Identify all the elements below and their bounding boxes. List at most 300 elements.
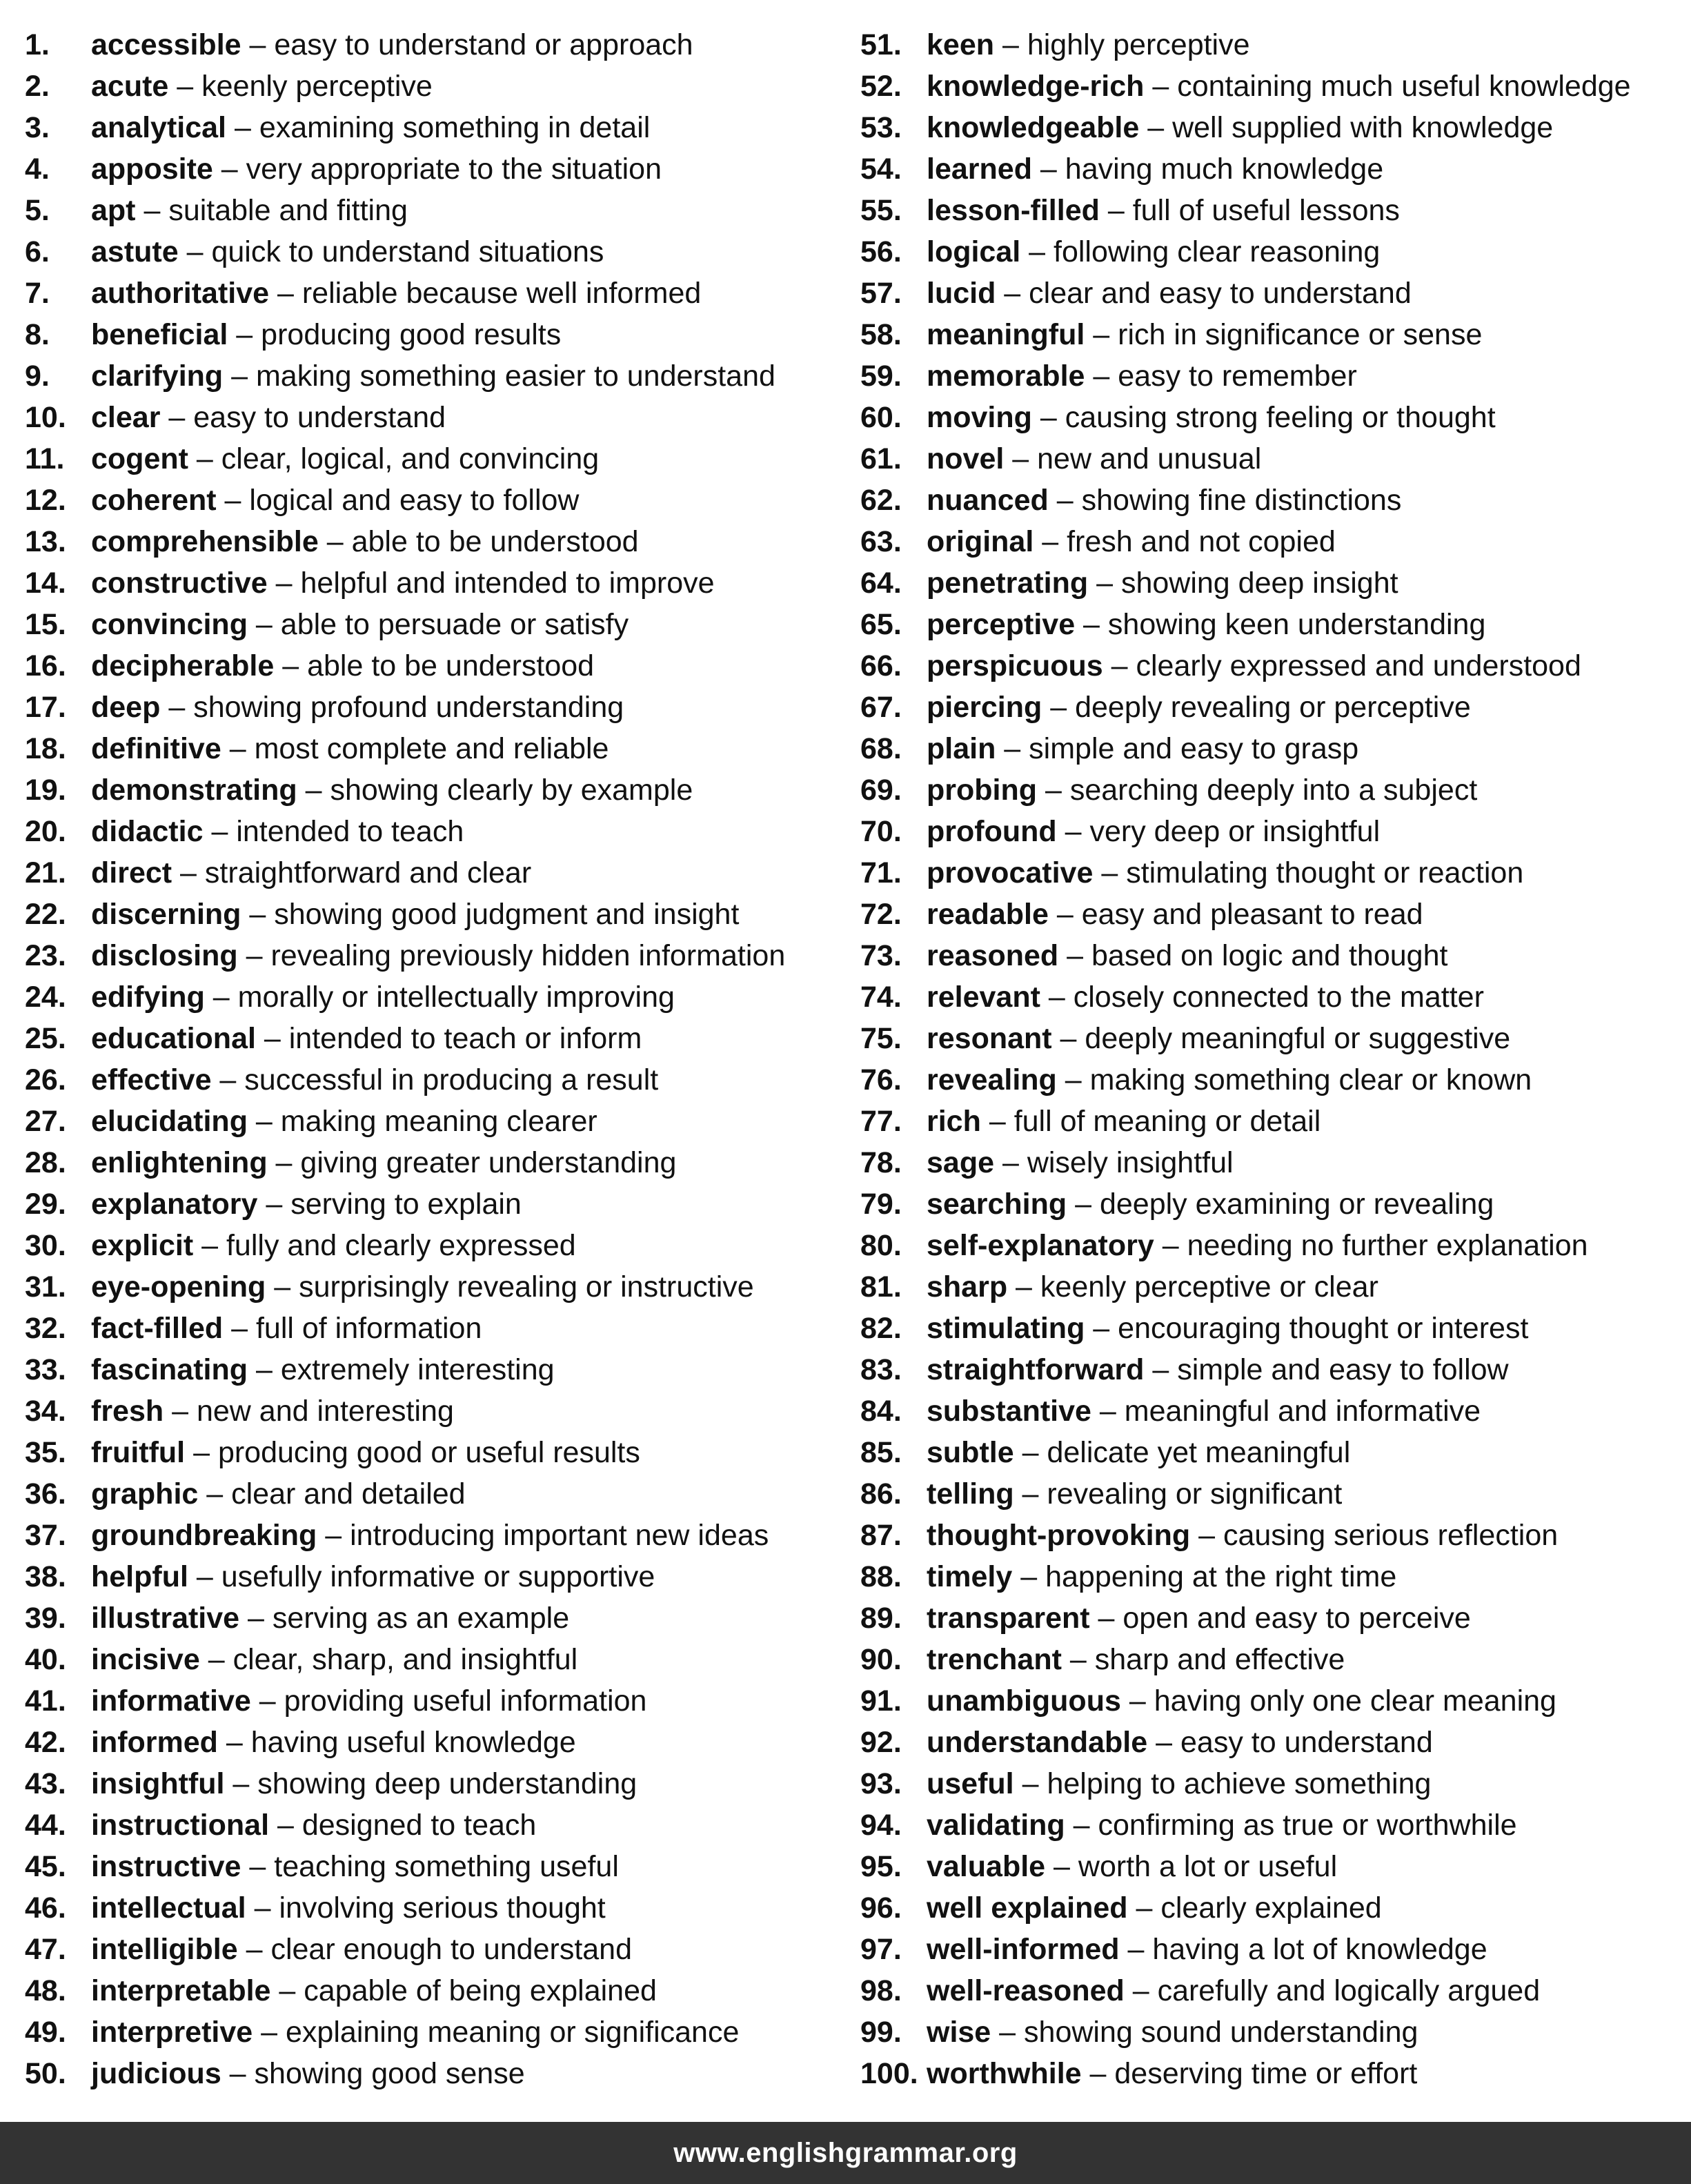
list-item xyxy=(25,2011,853,2053)
list-item xyxy=(860,1639,1681,1680)
item-number: 2. xyxy=(25,70,50,103)
item-separator: – xyxy=(1031,401,1065,434)
item-number: 6. xyxy=(25,235,50,268)
list-item xyxy=(860,1597,1681,1639)
item-separator: – xyxy=(1004,442,1038,475)
item-word: analytical xyxy=(91,111,226,144)
item-number: 99. xyxy=(860,2016,902,2049)
item-number: 52. xyxy=(860,70,902,103)
item-separator: – xyxy=(168,70,202,103)
item-definition: helping to achieve something xyxy=(1047,1767,1432,1800)
item-number: 38. xyxy=(25,1560,66,1593)
list-item xyxy=(860,852,1681,894)
item-separator: – xyxy=(297,774,330,807)
item-separator: – xyxy=(1127,1891,1161,1925)
item-definition: new and interesting xyxy=(196,1395,454,1428)
item-word: trenchant xyxy=(927,1643,1062,1676)
list-item xyxy=(25,1515,853,1556)
item-definition: closely connected to the matter xyxy=(1073,981,1484,1014)
item-definition: examining something in detail xyxy=(259,111,651,144)
item-definition: well supplied with knowledge xyxy=(1172,111,1554,144)
item-word: timely xyxy=(927,1560,1013,1593)
item-number: 87. xyxy=(860,1519,902,1552)
list-item xyxy=(860,438,1681,480)
item-word: penetrating xyxy=(927,567,1089,600)
item-word: groundbreaking xyxy=(91,1519,317,1552)
item-separator: – xyxy=(250,1684,284,1718)
item-word: discerning xyxy=(91,898,241,931)
item-separator: – xyxy=(257,1188,291,1221)
item-number: 8. xyxy=(25,318,50,351)
list-item xyxy=(25,66,853,107)
item-definition: full of useful lessons xyxy=(1132,194,1400,227)
item-word: fresh xyxy=(91,1395,164,1428)
item-definition: showing good sense xyxy=(254,2057,525,2090)
item-definition: quick to understand situations xyxy=(211,235,604,268)
item-separator: – xyxy=(1099,194,1133,227)
item-separator: – xyxy=(1065,1809,1098,1842)
item-word: plain xyxy=(927,732,996,765)
item-number: 39. xyxy=(25,1602,66,1635)
item-separator: – xyxy=(1147,1726,1180,1759)
item-word: informed xyxy=(91,1726,218,1759)
item-definition: fully and clearly expressed xyxy=(226,1229,576,1262)
item-separator: – xyxy=(216,484,250,517)
word-list-column-left xyxy=(25,24,853,2094)
list-item xyxy=(860,2053,1681,2094)
item-separator: – xyxy=(1058,939,1092,972)
item-number: 61. xyxy=(860,442,902,475)
item-number: 14. xyxy=(25,567,66,600)
item-definition: following clear reasoning xyxy=(1054,235,1381,268)
list-item xyxy=(25,1349,853,1390)
item-separator: – xyxy=(318,525,352,558)
item-definition: surprisingly revealing or instructive xyxy=(299,1270,754,1303)
item-word: piercing xyxy=(927,691,1042,724)
item-separator: – xyxy=(1042,691,1076,724)
item-definition: making meaning clearer xyxy=(280,1105,597,1138)
list-item xyxy=(25,935,853,976)
item-number: 51. xyxy=(860,28,902,61)
item-number: 85. xyxy=(860,1436,902,1469)
item-definition: designed to teach xyxy=(301,1809,537,1842)
item-number: 26. xyxy=(25,1063,66,1096)
item-separator: – xyxy=(1085,318,1118,351)
item-separator: – xyxy=(1067,1188,1100,1221)
list-item xyxy=(25,562,853,604)
list-item xyxy=(860,1515,1681,1556)
item-definition: carefully and logically argued xyxy=(1157,1974,1541,2007)
item-definition: very deep or insightful xyxy=(1089,815,1381,848)
item-separator: – xyxy=(1013,1767,1047,1800)
item-separator: – xyxy=(255,1022,289,1055)
item-separator: – xyxy=(1085,360,1118,393)
item-number: 49. xyxy=(25,2016,66,2049)
item-word: original xyxy=(927,525,1034,558)
item-definition: keenly perceptive xyxy=(201,70,433,103)
item-word: deep xyxy=(91,691,161,724)
item-word: lucid xyxy=(927,277,996,310)
item-word: searching xyxy=(927,1188,1067,1221)
item-word: novel xyxy=(927,442,1005,475)
item-definition: able to be understood xyxy=(307,649,595,682)
item-separator: – xyxy=(221,2057,255,2090)
item-word: intelligible xyxy=(91,1933,238,1966)
item-definition: clear, sharp, and insightful xyxy=(233,1643,578,1676)
item-number: 18. xyxy=(25,732,66,765)
item-word: transparent xyxy=(927,1602,1090,1635)
item-definition: helpful and intended to improve xyxy=(300,567,715,600)
list-item xyxy=(25,604,853,645)
item-number: 32. xyxy=(25,1312,66,1345)
item-separator: – xyxy=(1051,1022,1085,1055)
list-item xyxy=(860,728,1681,769)
item-definition: fresh and not copied xyxy=(1067,525,1336,558)
item-separator: – xyxy=(164,1395,197,1428)
item-definition: having only one clear meaning xyxy=(1154,1684,1556,1718)
item-definition: having a lot of knowledge xyxy=(1152,1933,1487,1966)
item-word: well-informed xyxy=(927,1933,1120,1966)
item-separator: – xyxy=(1061,1643,1095,1676)
list-item xyxy=(860,604,1681,645)
item-separator: – xyxy=(248,1353,281,1386)
list-item xyxy=(860,1887,1681,1929)
item-number: 66. xyxy=(860,649,902,682)
item-number: 42. xyxy=(25,1726,66,1759)
item-definition: clear and detailed xyxy=(231,1477,466,1511)
item-number: 44. xyxy=(25,1809,66,1842)
item-separator: – xyxy=(1093,856,1127,889)
item-number: 28. xyxy=(25,1146,66,1179)
item-definition: causing strong feeling or thought xyxy=(1065,401,1496,434)
item-definition: clear, logical, and convincing xyxy=(221,442,600,475)
list-item xyxy=(860,314,1681,355)
item-separator: – xyxy=(1102,649,1136,682)
item-word: memorable xyxy=(927,360,1085,393)
item-word: stimulating xyxy=(927,1312,1085,1345)
item-word: lesson-filled xyxy=(927,194,1100,227)
list-item xyxy=(860,894,1681,935)
list-item xyxy=(860,1183,1681,1225)
list-item xyxy=(25,1722,853,1763)
item-separator: – xyxy=(996,277,1029,310)
item-number: 98. xyxy=(860,1974,902,2007)
item-word: interpretable xyxy=(91,1974,271,2007)
item-number: 25. xyxy=(25,1022,66,1055)
item-word: constructive xyxy=(91,567,268,600)
list-item xyxy=(25,1432,853,1473)
item-separator: – xyxy=(1119,1933,1153,1966)
item-number: 54. xyxy=(860,153,902,186)
item-separator: – xyxy=(1031,153,1065,186)
item-definition: intended to teach xyxy=(236,815,464,848)
item-number: 1. xyxy=(25,28,50,61)
item-number: 83. xyxy=(860,1353,902,1386)
item-word: insightful xyxy=(91,1767,225,1800)
item-definition: most complete and reliable xyxy=(254,732,609,765)
item-separator: – xyxy=(1056,815,1090,848)
list-item xyxy=(860,1929,1681,1970)
item-definition: full of information xyxy=(255,1312,482,1345)
item-separator: – xyxy=(226,111,259,144)
item-word: fascinating xyxy=(91,1353,248,1386)
item-word: elucidating xyxy=(91,1105,248,1138)
list-item xyxy=(860,811,1681,852)
list-item xyxy=(25,687,853,728)
item-definition: highly perceptive xyxy=(1027,28,1250,61)
item-separator: – xyxy=(1139,111,1173,144)
item-definition: suitable and fitting xyxy=(168,194,408,227)
item-word: educational xyxy=(91,1022,256,1055)
list-item xyxy=(860,976,1681,1018)
item-separator: – xyxy=(228,318,261,351)
item-number: 93. xyxy=(860,1767,902,1800)
list-item xyxy=(25,314,853,355)
item-word: reasoned xyxy=(927,939,1059,972)
item-number: 43. xyxy=(25,1767,66,1800)
item-number: 9. xyxy=(25,360,50,393)
item-number: 100. xyxy=(860,2057,918,2090)
item-word: authoritative xyxy=(91,277,270,310)
item-separator: – xyxy=(211,1063,245,1096)
item-word: cogent xyxy=(91,442,188,475)
item-word: explanatory xyxy=(91,1188,258,1221)
item-separator: – xyxy=(172,856,205,889)
item-definition: simple and easy to follow xyxy=(1177,1353,1509,1386)
item-separator: – xyxy=(160,401,194,434)
item-definition: logical and easy to follow xyxy=(249,484,580,517)
item-definition: containing much useful knowledge xyxy=(1177,70,1631,103)
item-number: 88. xyxy=(860,1560,902,1593)
list-item xyxy=(25,355,853,397)
item-number: 5. xyxy=(25,194,50,227)
item-number: 4. xyxy=(25,153,50,186)
list-item xyxy=(860,231,1681,273)
item-definition: revealing previously hidden information xyxy=(270,939,786,972)
list-item xyxy=(860,190,1681,231)
item-number: 67. xyxy=(860,691,902,724)
item-definition: showing profound understanding xyxy=(193,691,624,724)
item-number: 81. xyxy=(860,1270,902,1303)
item-word: learned xyxy=(927,153,1032,186)
list-item xyxy=(860,273,1681,314)
item-word: keen xyxy=(927,28,995,61)
item-word: astute xyxy=(91,235,179,268)
list-item xyxy=(860,935,1681,976)
item-separator: – xyxy=(996,732,1029,765)
item-separator: – xyxy=(223,1312,256,1345)
list-item xyxy=(25,438,853,480)
list-item xyxy=(860,1473,1681,1515)
item-word: telling xyxy=(927,1477,1014,1511)
item-separator: – xyxy=(253,2016,286,2049)
item-separator: – xyxy=(270,1974,304,2007)
item-word: validating xyxy=(927,1809,1065,1842)
list-item xyxy=(860,645,1681,687)
item-word: rich xyxy=(927,1105,981,1138)
item-separator: – xyxy=(1037,774,1070,807)
item-separator: – xyxy=(1154,1229,1187,1262)
list-item xyxy=(25,1018,853,1059)
item-word: explicit xyxy=(91,1229,194,1262)
item-definition: confirming as true or worthwhile xyxy=(1098,1809,1517,1842)
list-item xyxy=(860,1556,1681,1597)
item-number: 71. xyxy=(860,856,902,889)
list-item xyxy=(25,1390,853,1432)
item-number: 20. xyxy=(25,815,66,848)
item-definition: happening at the right time xyxy=(1045,1560,1397,1593)
list-item xyxy=(860,107,1681,148)
item-definition: having useful knowledge xyxy=(250,1726,576,1759)
list-item xyxy=(25,1059,853,1101)
list-item xyxy=(25,852,853,894)
item-definition: extremely interesting xyxy=(280,1353,555,1386)
item-separator: – xyxy=(241,1850,275,1883)
item-separator: – xyxy=(1075,608,1108,641)
item-definition: rich in significance or sense xyxy=(1118,318,1483,351)
item-number: 60. xyxy=(860,401,902,434)
item-definition: showing sound understanding xyxy=(1024,2016,1418,2049)
item-separator: – xyxy=(188,1560,221,1593)
item-separator: – xyxy=(1081,2057,1115,2090)
item-word: enlightening xyxy=(91,1146,268,1179)
item-number: 72. xyxy=(860,898,902,931)
list-item xyxy=(860,1846,1681,1887)
item-separator: – xyxy=(247,1105,281,1138)
list-item xyxy=(860,1763,1681,1804)
list-item xyxy=(25,1639,853,1680)
list-item xyxy=(860,66,1681,107)
item-definition: wisely insightful xyxy=(1027,1146,1234,1179)
list-item xyxy=(25,480,853,521)
item-word: definitive xyxy=(91,732,221,765)
item-definition: easy to understand or approach xyxy=(274,28,693,61)
item-separator: – xyxy=(269,277,302,310)
list-item xyxy=(860,480,1681,521)
item-definition: easy to remember xyxy=(1118,360,1357,393)
item-separator: – xyxy=(160,691,194,724)
item-word: perspicuous xyxy=(927,649,1103,682)
item-number: 92. xyxy=(860,1726,902,1759)
list-item xyxy=(25,1473,853,1515)
item-number: 16. xyxy=(25,649,66,682)
item-separator: – xyxy=(135,194,169,227)
item-word: provocative xyxy=(927,856,1094,889)
item-definition: full of meaning or detail xyxy=(1013,1105,1321,1138)
item-definition: making something clear or known xyxy=(1089,1063,1532,1096)
list-item xyxy=(860,397,1681,438)
item-definition: showing deep understanding xyxy=(257,1767,637,1800)
list-item xyxy=(860,1059,1681,1101)
item-word: decipherable xyxy=(91,649,275,682)
list-item xyxy=(25,397,853,438)
item-number: 50. xyxy=(25,2057,66,2090)
item-number: 27. xyxy=(25,1105,66,1138)
item-separator: – xyxy=(1048,484,1082,517)
item-separator: – xyxy=(221,732,255,765)
list-item xyxy=(25,1142,853,1183)
item-word: sharp xyxy=(927,1270,1008,1303)
item-separator: – xyxy=(1144,70,1178,103)
item-separator: – xyxy=(1007,1270,1040,1303)
item-word: coherent xyxy=(91,484,217,517)
item-word: beneficial xyxy=(91,318,228,351)
item-definition: new and unusual xyxy=(1037,442,1262,475)
item-word: well explained xyxy=(927,1891,1128,1925)
item-word: well-reasoned xyxy=(927,1974,1125,2007)
item-definition: successful in producing a result xyxy=(244,1063,659,1096)
item-number: 47. xyxy=(25,1933,66,1966)
list-item xyxy=(25,148,853,190)
item-definition: having much knowledge xyxy=(1065,153,1384,186)
list-item xyxy=(860,1101,1681,1142)
list-item xyxy=(860,562,1681,604)
item-separator: – xyxy=(1013,1436,1047,1469)
item-word: substantive xyxy=(927,1395,1091,1428)
item-number: 11. xyxy=(25,442,65,475)
item-word: knowledge-rich xyxy=(927,70,1145,103)
item-word: unambiguous xyxy=(927,1684,1121,1718)
list-item xyxy=(860,24,1681,66)
item-definition: deserving time or effort xyxy=(1114,2057,1418,2090)
item-definition: clearly expressed and understood xyxy=(1136,649,1581,682)
list-item xyxy=(860,1722,1681,1763)
item-word: disclosing xyxy=(91,939,238,972)
item-number: 48. xyxy=(25,1974,66,2007)
item-separator: – xyxy=(203,815,237,848)
item-number: 12. xyxy=(25,484,66,517)
item-word: acute xyxy=(91,70,169,103)
item-separator: – xyxy=(1048,898,1082,931)
list-item xyxy=(25,1846,853,1887)
item-definition: reliable because well informed xyxy=(301,277,702,310)
item-separator: – xyxy=(239,1602,273,1635)
item-definition: able to be understood xyxy=(351,525,639,558)
list-item xyxy=(25,1970,853,2011)
item-word: profound xyxy=(927,815,1057,848)
list-item xyxy=(860,1432,1681,1473)
item-definition: making something easier to understand xyxy=(255,360,775,393)
item-definition: clear enough to understand xyxy=(270,1933,633,1966)
item-separator: – xyxy=(1088,567,1121,600)
item-word: resonant xyxy=(927,1022,1052,1055)
item-word: self-explanatory xyxy=(927,1229,1154,1262)
item-number: 13. xyxy=(25,525,66,558)
list-item xyxy=(860,1804,1681,1846)
item-definition: easy to understand xyxy=(1180,1726,1433,1759)
list-item xyxy=(25,1308,853,1349)
item-number: 40. xyxy=(25,1643,66,1676)
item-number: 55. xyxy=(860,194,902,227)
item-separator: – xyxy=(269,1809,302,1842)
item-word: sage xyxy=(927,1146,995,1179)
list-item xyxy=(25,1225,853,1266)
item-definition: needing no further explanation xyxy=(1187,1229,1588,1262)
item-definition: deeply revealing or perceptive xyxy=(1075,691,1471,724)
item-separator: – xyxy=(266,1270,299,1303)
item-definition: giving greater understanding xyxy=(300,1146,677,1179)
list-item xyxy=(860,1018,1681,1059)
item-number: 76. xyxy=(860,1063,902,1096)
item-separator: – xyxy=(994,1146,1027,1179)
item-separator: – xyxy=(1144,1353,1178,1386)
item-word: demonstrating xyxy=(91,774,297,807)
item-separator: – xyxy=(212,153,246,186)
item-separator: – xyxy=(1034,525,1067,558)
item-number: 75. xyxy=(860,1022,902,1055)
item-definition: capable of being explained xyxy=(304,1974,657,2007)
item-word: fact-filled xyxy=(91,1312,224,1345)
